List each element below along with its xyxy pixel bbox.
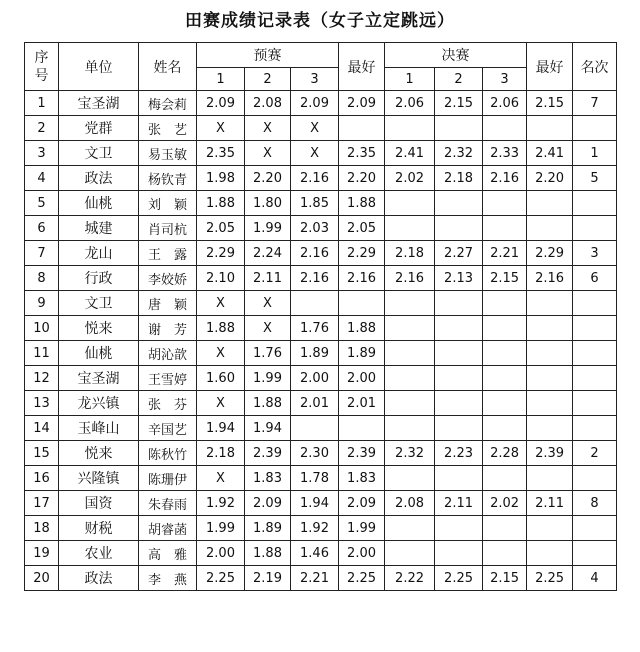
cell-unit: 龙山 xyxy=(59,241,139,266)
cell-prelim-1: 2.29 xyxy=(197,241,245,266)
cell-final-1 xyxy=(385,341,435,366)
cell-final-3: 2.16 xyxy=(483,166,527,191)
cell-name: 高 雅 xyxy=(139,541,197,566)
cell-final-best xyxy=(527,391,573,416)
header-final-attempt-1: 1 xyxy=(385,68,435,91)
cell-final-3 xyxy=(483,291,527,316)
header-prelim-attempt-1: 1 xyxy=(197,68,245,91)
cell-seq: 10 xyxy=(25,316,59,341)
cell-name: 易玉敏 xyxy=(139,141,197,166)
cell-prelim-2: 1.88 xyxy=(245,541,291,566)
cell-prelim-1: 2.18 xyxy=(197,441,245,466)
cell-name: 朱春雨 xyxy=(139,491,197,516)
header-final: 决赛 xyxy=(385,43,527,68)
cell-final-2 xyxy=(435,316,483,341)
cell-prelim-1: 2.10 xyxy=(197,266,245,291)
cell-prelim-1: 2.25 xyxy=(197,566,245,591)
page-title: 田赛成绩记录表（女子立定跳远） xyxy=(185,11,455,31)
cell-final-3 xyxy=(483,191,527,216)
cell-final-2 xyxy=(435,466,483,491)
cell-seq: 1 xyxy=(25,91,59,116)
cell-prelim-1: 2.05 xyxy=(197,216,245,241)
cell-seq: 11 xyxy=(25,341,59,366)
cell-unit: 仙桃 xyxy=(59,191,139,216)
cell-prelim-2: 2.19 xyxy=(245,566,291,591)
cell-prelim-best: 2.01 xyxy=(339,391,385,416)
cell-final-best xyxy=(527,416,573,441)
cell-rank xyxy=(573,191,617,216)
cell-seq: 15 xyxy=(25,441,59,466)
cell-prelim-2: 1.94 xyxy=(245,416,291,441)
cell-unit: 文卫 xyxy=(59,141,139,166)
cell-unit: 农业 xyxy=(59,541,139,566)
cell-prelim-3: 1.92 xyxy=(291,516,339,541)
cell-prelim-best: 2.00 xyxy=(339,541,385,566)
cell-rank xyxy=(573,316,617,341)
cell-final-best: 2.16 xyxy=(527,266,573,291)
cell-final-3 xyxy=(483,341,527,366)
cell-final-2 xyxy=(435,216,483,241)
cell-final-2: 2.18 xyxy=(435,166,483,191)
cell-prelim-best: 1.83 xyxy=(339,466,385,491)
cell-prelim-3: 2.21 xyxy=(291,566,339,591)
cell-prelim-1: 2.00 xyxy=(197,541,245,566)
cell-final-3: 2.21 xyxy=(483,241,527,266)
cell-final-3: 2.28 xyxy=(483,441,527,466)
cell-seq: 16 xyxy=(25,466,59,491)
cell-prelim-2: 1.76 xyxy=(245,341,291,366)
cell-prelim-best: 2.09 xyxy=(339,91,385,116)
cell-unit: 玉峰山 xyxy=(59,416,139,441)
cell-prelim-2: 2.24 xyxy=(245,241,291,266)
cell-unit: 财税 xyxy=(59,516,139,541)
table-row xyxy=(25,441,617,466)
cell-prelim-2: 1.83 xyxy=(245,466,291,491)
cell-unit: 悦来 xyxy=(59,441,139,466)
cell-prelim-2: X xyxy=(245,116,291,141)
cell-seq: 3 xyxy=(25,141,59,166)
table-row xyxy=(25,316,617,341)
table-row xyxy=(25,216,617,241)
cell-seq: 7 xyxy=(25,241,59,266)
cell-final-best xyxy=(527,216,573,241)
header-final-attempt-2: 2 xyxy=(435,68,483,91)
cell-prelim-3: 2.09 xyxy=(291,91,339,116)
cell-seq: 20 xyxy=(25,566,59,591)
cell-seq: 2 xyxy=(25,116,59,141)
cell-final-best: 2.15 xyxy=(527,91,573,116)
table-row xyxy=(25,166,617,191)
table-row xyxy=(25,191,617,216)
cell-prelim-1: 1.98 xyxy=(197,166,245,191)
cell-final-best xyxy=(527,541,573,566)
cell-prelim-3: X xyxy=(291,141,339,166)
cell-final-3 xyxy=(483,516,527,541)
cell-rank: 1 xyxy=(573,141,617,166)
cell-final-best: 2.20 xyxy=(527,166,573,191)
cell-rank xyxy=(573,291,617,316)
table-row xyxy=(25,466,617,491)
cell-prelim-2: X xyxy=(245,316,291,341)
cell-prelim-3 xyxy=(291,291,339,316)
cell-prelim-best: 2.35 xyxy=(339,141,385,166)
cell-prelim-2: 1.89 xyxy=(245,516,291,541)
cell-final-1: 2.22 xyxy=(385,566,435,591)
cell-prelim-2: 2.09 xyxy=(245,491,291,516)
cell-name: 张 艺 xyxy=(139,116,197,141)
table-row xyxy=(25,241,617,266)
cell-prelim-1: 2.35 xyxy=(197,141,245,166)
cell-prelim-1: 1.88 xyxy=(197,191,245,216)
cell-rank: 7 xyxy=(573,91,617,116)
cell-final-3: 2.15 xyxy=(483,266,527,291)
cell-prelim-2: X xyxy=(245,291,291,316)
cell-prelim-1: X xyxy=(197,341,245,366)
cell-prelim-3: X xyxy=(291,116,339,141)
cell-name: 肖司杭 xyxy=(139,216,197,241)
cell-final-1 xyxy=(385,516,435,541)
cell-prelim-1: 1.60 xyxy=(197,366,245,391)
cell-prelim-2: X xyxy=(245,141,291,166)
cell-final-best: 2.41 xyxy=(527,141,573,166)
cell-prelim-3: 2.00 xyxy=(291,366,339,391)
cell-seq: 12 xyxy=(25,366,59,391)
cell-final-best xyxy=(527,116,573,141)
table-row xyxy=(25,91,617,116)
cell-prelim-2: 2.08 xyxy=(245,91,291,116)
cell-prelim-3: 1.85 xyxy=(291,191,339,216)
cell-final-3 xyxy=(483,416,527,441)
header-rank: 名次 xyxy=(573,43,617,91)
cell-final-best xyxy=(527,316,573,341)
cell-name: 辛国艺 xyxy=(139,416,197,441)
cell-unit: 文卫 xyxy=(59,291,139,316)
table-row xyxy=(25,391,617,416)
cell-final-2 xyxy=(435,341,483,366)
cell-prelim-2: 2.11 xyxy=(245,266,291,291)
cell-final-2: 2.13 xyxy=(435,266,483,291)
cell-prelim-best: 1.99 xyxy=(339,516,385,541)
cell-seq: 4 xyxy=(25,166,59,191)
table-row xyxy=(25,116,617,141)
cell-prelim-3: 2.01 xyxy=(291,391,339,416)
cell-prelim-best xyxy=(339,116,385,141)
cell-seq: 19 xyxy=(25,541,59,566)
cell-rank: 5 xyxy=(573,166,617,191)
cell-unit: 龙兴镇 xyxy=(59,391,139,416)
cell-prelim-best: 2.39 xyxy=(339,441,385,466)
cell-unit: 行政 xyxy=(59,266,139,291)
cell-prelim-3: 1.94 xyxy=(291,491,339,516)
cell-prelim-3: 2.16 xyxy=(291,166,339,191)
cell-prelim-2: 1.88 xyxy=(245,391,291,416)
cell-final-1: 2.41 xyxy=(385,141,435,166)
cell-name: 杨钦青 xyxy=(139,166,197,191)
cell-rank: 6 xyxy=(573,266,617,291)
cell-unit: 仙桃 xyxy=(59,341,139,366)
table-row xyxy=(25,566,617,591)
cell-seq: 13 xyxy=(25,391,59,416)
cell-final-best xyxy=(527,291,573,316)
cell-unit: 政法 xyxy=(59,566,139,591)
cell-final-2: 2.15 xyxy=(435,91,483,116)
cell-name: 陈秋竹 xyxy=(139,441,197,466)
header-seq-top: 序 xyxy=(34,49,49,66)
cell-seq: 5 xyxy=(25,191,59,216)
cell-prelim-3: 1.78 xyxy=(291,466,339,491)
cell-name: 胡沁歆 xyxy=(139,341,197,366)
table-row xyxy=(25,141,617,166)
cell-prelim-1: X xyxy=(197,291,245,316)
cell-final-2 xyxy=(435,116,483,141)
cell-final-3 xyxy=(483,541,527,566)
cell-seq: 9 xyxy=(25,291,59,316)
table-body xyxy=(25,91,617,591)
cell-prelim-2: 2.39 xyxy=(245,441,291,466)
cell-rank: 4 xyxy=(573,566,617,591)
cell-prelim-best xyxy=(339,416,385,441)
cell-final-1 xyxy=(385,316,435,341)
cell-final-best: 2.39 xyxy=(527,441,573,466)
header-name: 姓名 xyxy=(139,43,197,91)
table-row xyxy=(25,366,617,391)
header-final-attempt-3: 3 xyxy=(483,68,527,91)
header-unit: 单位 xyxy=(59,43,139,91)
cell-prelim-3: 1.46 xyxy=(291,541,339,566)
table-row xyxy=(25,491,617,516)
cell-prelim-2: 2.20 xyxy=(245,166,291,191)
cell-name: 李 燕 xyxy=(139,566,197,591)
table-row xyxy=(25,341,617,366)
cell-prelim-3: 2.16 xyxy=(291,266,339,291)
cell-rank xyxy=(573,466,617,491)
cell-prelim-best: 1.88 xyxy=(339,316,385,341)
cell-name: 刘 颖 xyxy=(139,191,197,216)
cell-prelim-1: X xyxy=(197,116,245,141)
cell-final-2 xyxy=(435,391,483,416)
cell-final-1 xyxy=(385,541,435,566)
cell-unit: 国资 xyxy=(59,491,139,516)
header-prelim-attempt-3: 3 xyxy=(291,68,339,91)
cell-unit: 宝圣湖 xyxy=(59,366,139,391)
table-row xyxy=(25,416,617,441)
cell-prelim-1: 1.88 xyxy=(197,316,245,341)
cell-final-3: 2.15 xyxy=(483,566,527,591)
cell-final-2 xyxy=(435,191,483,216)
cell-final-1: 2.32 xyxy=(385,441,435,466)
cell-final-1 xyxy=(385,216,435,241)
cell-final-2 xyxy=(435,366,483,391)
cell-final-best xyxy=(527,191,573,216)
cell-final-3 xyxy=(483,216,527,241)
results-table xyxy=(24,42,617,591)
cell-rank xyxy=(573,541,617,566)
cell-name: 王雪婷 xyxy=(139,366,197,391)
cell-rank xyxy=(573,341,617,366)
cell-final-3: 2.02 xyxy=(483,491,527,516)
cell-seq: 18 xyxy=(25,516,59,541)
cell-prelim-3: 1.76 xyxy=(291,316,339,341)
cell-name: 梅会莉 xyxy=(139,91,197,116)
cell-seq: 6 xyxy=(25,216,59,241)
cell-final-2: 2.25 xyxy=(435,566,483,591)
cell-prelim-best: 1.89 xyxy=(339,341,385,366)
cell-final-best xyxy=(527,466,573,491)
cell-rank: 3 xyxy=(573,241,617,266)
cell-seq: 8 xyxy=(25,266,59,291)
cell-final-best: 2.11 xyxy=(527,491,573,516)
cell-final-1 xyxy=(385,191,435,216)
cell-prelim-2: 1.80 xyxy=(245,191,291,216)
cell-final-1 xyxy=(385,116,435,141)
cell-rank xyxy=(573,116,617,141)
cell-prelim-3: 2.30 xyxy=(291,441,339,466)
cell-prelim-2: 1.99 xyxy=(245,366,291,391)
cell-final-1 xyxy=(385,466,435,491)
cell-final-3 xyxy=(483,391,527,416)
cell-final-3 xyxy=(483,316,527,341)
cell-prelim-best: 2.29 xyxy=(339,241,385,266)
cell-prelim-2: 1.99 xyxy=(245,216,291,241)
cell-name: 陈珊伊 xyxy=(139,466,197,491)
cell-prelim-best xyxy=(339,291,385,316)
cell-prelim-3 xyxy=(291,416,339,441)
cell-final-best xyxy=(527,366,573,391)
cell-final-1 xyxy=(385,416,435,441)
cell-prelim-1: X xyxy=(197,391,245,416)
table-row xyxy=(25,266,617,291)
cell-final-2: 2.11 xyxy=(435,491,483,516)
cell-unit: 悦来 xyxy=(59,316,139,341)
cell-rank xyxy=(573,216,617,241)
cell-final-2: 2.23 xyxy=(435,441,483,466)
cell-prelim-1: 1.92 xyxy=(197,491,245,516)
table-row xyxy=(25,291,617,316)
header-seq xyxy=(25,43,59,91)
cell-prelim-best: 2.25 xyxy=(339,566,385,591)
cell-final-1: 2.18 xyxy=(385,241,435,266)
cell-prelim-3: 2.16 xyxy=(291,241,339,266)
cell-prelim-1: X xyxy=(197,466,245,491)
cell-rank: 8 xyxy=(573,491,617,516)
cell-final-1: 2.02 xyxy=(385,166,435,191)
cell-final-best xyxy=(527,516,573,541)
cell-seq: 17 xyxy=(25,491,59,516)
cell-rank xyxy=(573,416,617,441)
cell-final-1 xyxy=(385,391,435,416)
table-row xyxy=(25,541,617,566)
header-seq-bottom: 号 xyxy=(34,67,49,84)
cell-name: 张 芬 xyxy=(139,391,197,416)
cell-final-2: 2.27 xyxy=(435,241,483,266)
cell-unit: 兴隆镇 xyxy=(59,466,139,491)
cell-prelim-3: 2.03 xyxy=(291,216,339,241)
cell-final-2 xyxy=(435,416,483,441)
cell-prelim-best: 2.09 xyxy=(339,491,385,516)
cell-final-1: 2.08 xyxy=(385,491,435,516)
cell-final-3 xyxy=(483,366,527,391)
cell-final-1: 2.16 xyxy=(385,266,435,291)
cell-final-1 xyxy=(385,366,435,391)
cell-final-3: 2.06 xyxy=(483,91,527,116)
cell-seq: 14 xyxy=(25,416,59,441)
header-prelim-best: 最好 xyxy=(339,43,385,91)
cell-name: 李姣娇 xyxy=(139,266,197,291)
cell-rank xyxy=(573,516,617,541)
cell-prelim-best: 2.20 xyxy=(339,166,385,191)
header-prelim: 预赛 xyxy=(197,43,339,68)
header-prelim-attempt-2: 2 xyxy=(245,68,291,91)
cell-final-3 xyxy=(483,466,527,491)
cell-final-2: 2.32 xyxy=(435,141,483,166)
table-header xyxy=(25,43,617,91)
cell-rank xyxy=(573,391,617,416)
cell-final-best xyxy=(527,341,573,366)
cell-unit: 宝圣湖 xyxy=(59,91,139,116)
cell-prelim-1: 1.94 xyxy=(197,416,245,441)
header-final-best: 最好 xyxy=(527,43,573,91)
cell-final-2 xyxy=(435,516,483,541)
cell-prelim-3: 1.89 xyxy=(291,341,339,366)
cell-name: 胡睿菡 xyxy=(139,516,197,541)
cell-rank: 2 xyxy=(573,441,617,466)
cell-final-3: 2.33 xyxy=(483,141,527,166)
cell-rank xyxy=(573,366,617,391)
cell-unit: 政法 xyxy=(59,166,139,191)
cell-final-2 xyxy=(435,541,483,566)
cell-unit: 城建 xyxy=(59,216,139,241)
cell-name: 谢 芳 xyxy=(139,316,197,341)
cell-final-3 xyxy=(483,116,527,141)
cell-prelim-best: 2.05 xyxy=(339,216,385,241)
cell-final-2 xyxy=(435,291,483,316)
cell-unit: 党群 xyxy=(59,116,139,141)
cell-prelim-1: 2.09 xyxy=(197,91,245,116)
cell-final-1 xyxy=(385,291,435,316)
cell-final-best: 2.29 xyxy=(527,241,573,266)
table-row xyxy=(25,516,617,541)
cell-prelim-best: 1.88 xyxy=(339,191,385,216)
cell-name: 唐 颖 xyxy=(139,291,197,316)
cell-prelim-1: 1.99 xyxy=(197,516,245,541)
cell-final-1: 2.06 xyxy=(385,91,435,116)
cell-final-best: 2.25 xyxy=(527,566,573,591)
cell-prelim-best: 2.00 xyxy=(339,366,385,391)
cell-name: 王 露 xyxy=(139,241,197,266)
cell-prelim-best: 2.16 xyxy=(339,266,385,291)
